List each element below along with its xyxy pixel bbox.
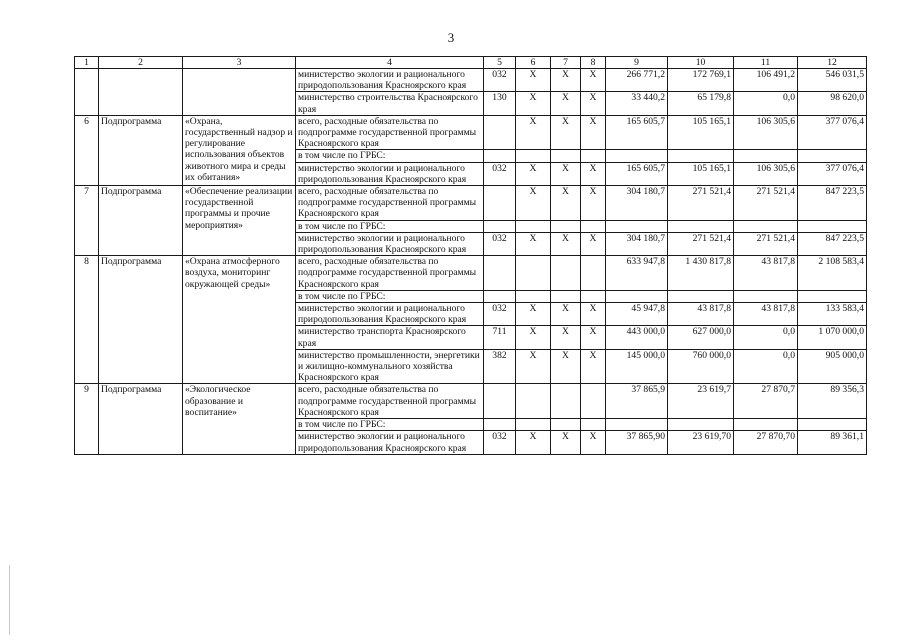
- empty-cell: [581, 150, 606, 162]
- subprogram-total-row: [75, 186, 867, 221]
- empty-x-cell: [516, 256, 551, 291]
- column-header: 2: [99, 57, 183, 69]
- subprogram-index: 8: [75, 256, 99, 384]
- amount-col-10: 172 769,1: [668, 69, 734, 92]
- amount-col-12: 2 108 583,4: [798, 256, 867, 291]
- empty-cell: [734, 220, 798, 232]
- x-mark-col-6: X: [516, 303, 551, 326]
- x-mark-col-6: X: [516, 162, 551, 185]
- subprogram-type: Подпрограмма: [99, 115, 183, 185]
- column-header: 11: [734, 57, 798, 69]
- empty-cell: [551, 150, 581, 162]
- empty-name-cell: [183, 69, 296, 116]
- x-mark-col-7: X: [551, 303, 581, 326]
- subprogram-name: «Охрана, государственный надзор и регулирование использования объектов животного мира и среды их обитания»: [183, 115, 296, 185]
- amount-col-9: 145 000,0: [606, 349, 668, 384]
- amount-col-10: 1 430 817,8: [668, 256, 734, 291]
- empty-cell: [606, 220, 668, 232]
- amount-col-12: 89 361,1: [798, 431, 867, 454]
- amount-col-10: 23 619,7: [668, 384, 734, 419]
- subprogram-total-row: [75, 115, 867, 150]
- total-expenses-label: всего, расходные обязательства по подпрограмме государственной программы Красноярского края: [296, 384, 484, 419]
- x-mark-col-8: X: [581, 326, 606, 349]
- grbs-description: министерство экологии и рационального природопользования Красноярского края: [296, 431, 484, 454]
- subprogram-name: «Экологическое образование и воспитание»: [183, 384, 296, 454]
- column-header: 3: [183, 57, 296, 69]
- x-mark-col-8: X: [581, 349, 606, 384]
- page-number: 3: [447, 30, 455, 45]
- x-mark-col-7: X: [551, 232, 581, 255]
- x-mark-col-7: X: [551, 349, 581, 384]
- amount-col-9: 33 440,2: [606, 92, 668, 115]
- amount-col-11: 43 817,8: [734, 256, 798, 291]
- empty-cell: [798, 419, 867, 431]
- amount-col-11: 27 870,70: [734, 431, 798, 454]
- amount-col-10: 65 179,8: [668, 92, 734, 115]
- empty-cell: [516, 220, 551, 232]
- x-mark-col-7: X: [551, 431, 581, 454]
- empty-cell: [484, 290, 516, 302]
- empty-cell: [516, 419, 551, 431]
- empty-cell: [668, 150, 734, 162]
- column-header: 4: [296, 57, 484, 69]
- empty-cell: [551, 419, 581, 431]
- empty-cell: [668, 220, 734, 232]
- continuation-row: [75, 69, 867, 92]
- grbs-code: 711: [484, 326, 516, 349]
- empty-code-cell: [484, 256, 516, 291]
- amount-col-11: 0,0: [734, 326, 798, 349]
- empty-cell: [606, 150, 668, 162]
- x-mark-col-6: X: [516, 232, 551, 255]
- grbs-code: 032: [484, 303, 516, 326]
- x-mark-col-8: X: [581, 92, 606, 115]
- amount-col-9: 165 605,7: [606, 162, 668, 185]
- empty-cell: [516, 150, 551, 162]
- amount-col-12: 905 000,0: [798, 349, 867, 384]
- grbs-description: министерство экологии и рационального природопользования Красноярского края: [296, 232, 484, 255]
- x-mark-col-7: X: [551, 69, 581, 92]
- grbs-code: 382: [484, 349, 516, 384]
- x-mark-col-6: X: [516, 326, 551, 349]
- empty-cell: [484, 150, 516, 162]
- empty-cell: [668, 290, 734, 302]
- grbs-description: министерство экологии и рационального природопользования Красноярского края: [296, 303, 484, 326]
- amount-col-11: 271 521,4: [734, 186, 798, 221]
- x-mark-col-8: X: [581, 162, 606, 185]
- amount-col-12: 98 620,0: [798, 92, 867, 115]
- grbs-code: 032: [484, 162, 516, 185]
- x-mark-col-7: X: [551, 92, 581, 115]
- column-header: 6: [516, 57, 551, 69]
- amount-col-11: 106 305,6: [734, 162, 798, 185]
- subprogram-index: 6: [75, 115, 99, 185]
- amount-col-12: 847 223,5: [798, 232, 867, 255]
- empty-index-cell: [75, 69, 99, 116]
- amount-col-9: 45 947,8: [606, 303, 668, 326]
- subprogram-total-row: [75, 256, 867, 291]
- scan-margin-line: [9, 565, 10, 635]
- empty-cell: [516, 290, 551, 302]
- x-mark-col-6: X: [516, 115, 551, 150]
- amount-col-10: 760 000,0: [668, 349, 734, 384]
- amount-col-12: 377 076,4: [798, 162, 867, 185]
- subprogram-type: Подпрограмма: [99, 186, 183, 256]
- amount-col-9: 443 000,0: [606, 326, 668, 349]
- amount-col-10: 43 817,8: [668, 303, 734, 326]
- x-mark-col-7: X: [551, 186, 581, 221]
- column-header: 9: [606, 57, 668, 69]
- empty-cell: [798, 220, 867, 232]
- amount-col-11: 106 305,6: [734, 115, 798, 150]
- column-header: 7: [551, 57, 581, 69]
- total-expenses-label: всего, расходные обязательства по подпрограмме государственной программы Красноярского края: [296, 186, 484, 221]
- grbs-description: министерство строительства Красноярского края: [296, 92, 484, 115]
- including-grbs-label: в том числе по ГРБС:: [296, 150, 484, 162]
- column-header: 12: [798, 57, 867, 69]
- empty-cell: [581, 220, 606, 232]
- empty-cell: [551, 220, 581, 232]
- budget-table: [74, 56, 867, 455]
- empty-type-cell: [99, 69, 183, 116]
- subprogram-total-row: [75, 384, 867, 419]
- empty-cell: [798, 290, 867, 302]
- amount-col-10: 105 165,1: [668, 115, 734, 150]
- subprogram-name: «Охрана атмосферного воздуха, мониторинг окружающей среды»: [183, 256, 296, 384]
- subprogram-name: «Обеспечение реализации государственной программы и прочие мероприятия»: [183, 186, 296, 256]
- column-header: 10: [668, 57, 734, 69]
- including-grbs-label: в том числе по ГРБС:: [296, 220, 484, 232]
- grbs-description: министерство экологии и рационального природопользования Красноярского края: [296, 69, 484, 92]
- subprogram-index: 9: [75, 384, 99, 454]
- column-header: 8: [581, 57, 606, 69]
- grbs-code: 032: [484, 232, 516, 255]
- amount-col-9: 633 947,8: [606, 256, 668, 291]
- empty-x-cell: [581, 384, 606, 419]
- empty-x-cell: [581, 256, 606, 291]
- amount-col-9: 304 180,7: [606, 186, 668, 221]
- amount-col-12: 546 031,5: [798, 69, 867, 92]
- grbs-code: 032: [484, 69, 516, 92]
- amount-col-11: 0,0: [734, 92, 798, 115]
- empty-cell: [798, 150, 867, 162]
- amount-col-11: 27 870,7: [734, 384, 798, 419]
- x-mark-col-6: X: [516, 431, 551, 454]
- x-mark-col-7: X: [551, 162, 581, 185]
- amount-col-9: 304 180,7: [606, 232, 668, 255]
- amount-col-10: 271 521,4: [668, 186, 734, 221]
- x-mark-col-8: X: [581, 303, 606, 326]
- column-header: 1: [75, 57, 99, 69]
- grbs-description: министерство транспорта Красноярского края: [296, 326, 484, 349]
- subprogram-type: Подпрограмма: [99, 384, 183, 454]
- amount-col-11: 106 491,2: [734, 69, 798, 92]
- amount-col-9: 37 865,90: [606, 431, 668, 454]
- empty-cell: [734, 150, 798, 162]
- total-expenses-label: всего, расходные обязательства по подпрограмме государственной программы Красноярского края: [296, 256, 484, 291]
- empty-cell: [734, 290, 798, 302]
- grbs-description: министерство экологии и рационального природопользования Красноярского края: [296, 162, 484, 185]
- amount-col-12: 1 070 000,0: [798, 326, 867, 349]
- amount-col-12: 89 356,3: [798, 384, 867, 419]
- amount-col-10: 271 521,4: [668, 232, 734, 255]
- amount-col-12: 847 223,5: [798, 186, 867, 221]
- x-mark-col-8: X: [581, 431, 606, 454]
- empty-cell: [668, 419, 734, 431]
- amount-col-11: 0,0: [734, 349, 798, 384]
- empty-x-cell: [551, 256, 581, 291]
- amount-col-9: 165 605,7: [606, 115, 668, 150]
- including-grbs-label: в том числе по ГРБС:: [296, 419, 484, 431]
- empty-cell: [606, 419, 668, 431]
- x-mark-col-6: X: [516, 186, 551, 221]
- amount-col-9: 37 865,9: [606, 384, 668, 419]
- column-header: 5: [484, 57, 516, 69]
- x-mark-col-7: X: [551, 115, 581, 150]
- x-mark-col-8: X: [581, 186, 606, 221]
- empty-cell: [581, 290, 606, 302]
- x-mark-col-6: X: [516, 349, 551, 384]
- empty-x-cell: [551, 384, 581, 419]
- subprogram-index: 7: [75, 186, 99, 256]
- column-header-row: [75, 57, 867, 69]
- x-mark-col-6: X: [516, 92, 551, 115]
- empty-code-cell: [484, 186, 516, 221]
- total-expenses-label: всего, расходные обязательства по подпрограмме государственной программы Красноярского края: [296, 115, 484, 150]
- empty-cell: [606, 290, 668, 302]
- grbs-code: 032: [484, 431, 516, 454]
- amount-col-9: 266 771,2: [606, 69, 668, 92]
- empty-cell: [484, 419, 516, 431]
- empty-code-cell: [484, 384, 516, 419]
- grbs-code: 130: [484, 92, 516, 115]
- x-mark-col-6: X: [516, 69, 551, 92]
- empty-cell: [581, 419, 606, 431]
- empty-cell: [734, 419, 798, 431]
- x-mark-col-8: X: [581, 232, 606, 255]
- x-mark-col-7: X: [551, 326, 581, 349]
- amount-col-11: 43 817,8: [734, 303, 798, 326]
- x-mark-col-8: X: [581, 115, 606, 150]
- including-grbs-label: в том числе по ГРБС:: [296, 290, 484, 302]
- subprogram-type: Подпрограмма: [99, 256, 183, 384]
- x-mark-col-8: X: [581, 69, 606, 92]
- empty-cell: [551, 290, 581, 302]
- empty-code-cell: [484, 115, 516, 150]
- amount-col-10: 627 000,0: [668, 326, 734, 349]
- empty-cell: [484, 220, 516, 232]
- amount-col-10: 105 165,1: [668, 162, 734, 185]
- amount-col-12: 133 583,4: [798, 303, 867, 326]
- amount-col-11: 271 521,4: [734, 232, 798, 255]
- grbs-description: министерство промышленности, энергетики и жилищно-коммунального хозяйства Красноярского края: [296, 349, 484, 384]
- amount-col-10: 23 619,70: [668, 431, 734, 454]
- amount-col-12: 377 076,4: [798, 115, 867, 150]
- table-body: [75, 57, 867, 455]
- empty-x-cell: [516, 384, 551, 419]
